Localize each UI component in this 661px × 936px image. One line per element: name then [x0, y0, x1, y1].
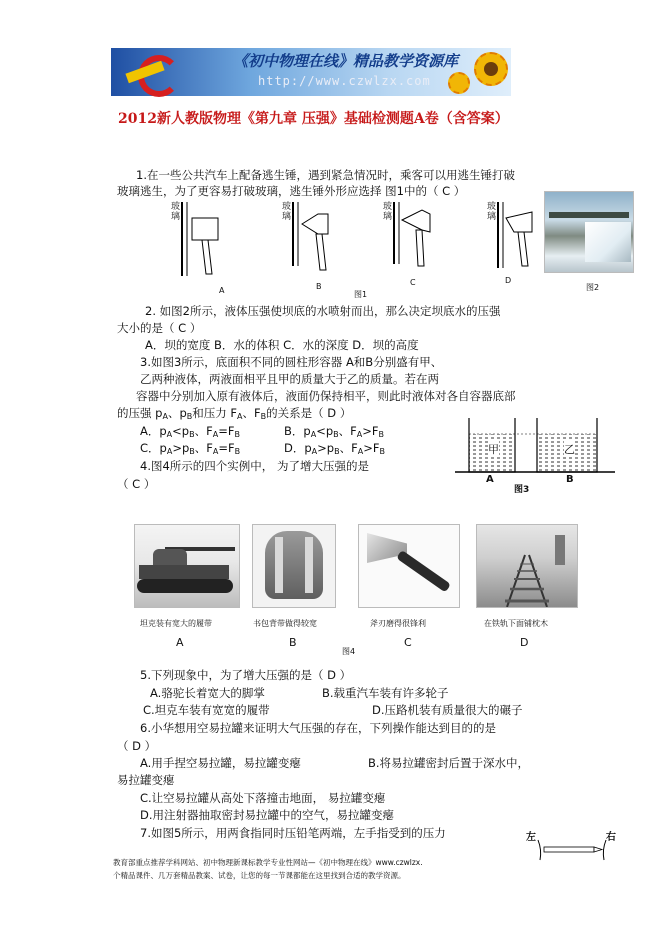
- q3-line1: 3.如图3所示，底面积不同的圆柱形容器 A和B分别盛有甲、: [140, 355, 443, 369]
- q5-option-d: D.压路机装有质量很大的碾子: [372, 703, 523, 717]
- banner-url[interactable]: http://www.czwlzx.com: [258, 74, 431, 88]
- q2-line1: 2. 如图2所示，液体压强使坝底的水喷射而出，那么决定坝底水的压强: [145, 304, 501, 318]
- fig4-caption-d: 在铁轨下面铺枕木: [484, 619, 548, 628]
- banner-title: 《初中物理在线》精品教学资源库: [233, 52, 459, 70]
- fig2-caption: 图2: [586, 283, 600, 292]
- fig4-caption-a: 坦克装有宽大的履带: [140, 619, 212, 628]
- q1-line2: 玻璃逃生，为了更容易打破玻璃，逃生锤外形应选择 图1中的（ C ）: [117, 184, 466, 198]
- sunflower-center: [484, 62, 498, 76]
- fig4-tank-photo: [134, 524, 240, 608]
- q3-line4: 的压强 $p_A$、$p_B$和压力 $F_A$、$F_B$的关系是（ D ）: [117, 406, 352, 421]
- q6-line2: （ D ）: [117, 739, 157, 753]
- q6-option-c: C.让空易拉罐从高处下落撞击地面， 易拉罐变瘪: [140, 791, 386, 805]
- footer-line2: 个精品课件、几万套精品教案、试卷，让您的每一节课都能在这里找到合适的教学资源。: [113, 871, 406, 880]
- q6-option-b: B.将易拉罐密封后置于深水中，: [368, 756, 530, 770]
- fig1-option-b: B: [316, 282, 322, 291]
- fig4-backpack-photo: [252, 524, 336, 608]
- fig3-label-b: B: [566, 474, 574, 485]
- glass-label-c: 玻璃: [383, 202, 393, 222]
- fig5-right-label: 右: [606, 832, 616, 843]
- q5-line1: 5.下列现象中，为了增大压强的是（ D ）: [140, 668, 352, 682]
- fig4-railway-photo: [476, 524, 578, 608]
- hammer-d: [498, 202, 532, 268]
- footer-line1: 教育部重点推荐学科网站、初中物理新课标教学专业性网站—《初中物理在线》www.czwlzx.: [113, 858, 423, 867]
- fig4-axe-photo: [358, 524, 460, 608]
- fig4-letter-b: B: [289, 636, 297, 649]
- q6-option-a: A.用手捏空易拉罐，易拉罐变瘪: [140, 756, 301, 770]
- fig1-option-a: A: [219, 286, 225, 295]
- fig4-caption: 图4: [342, 647, 356, 656]
- q6-option-b-cont: 易拉罐变瘪: [117, 773, 175, 787]
- hammer-c: [394, 202, 430, 266]
- fig4-caption-b: 书包背带做得较宽: [253, 619, 317, 628]
- q3-option-d: D．$p_A>p_B$、$F_A>F_B$: [284, 441, 385, 456]
- q6-option-d: D.用注射器抽取密封易拉罐中的空气，易拉罐变瘪: [140, 808, 395, 822]
- document-title: 2012新人教版物理《第九章 压强》基础检测题A卷（含答案）: [118, 111, 509, 127]
- fig4-letter-c: C: [404, 636, 412, 649]
- q7-line1: 7.如图5所示，用两食指同时压铅笔两端，左手指受到的压力: [140, 826, 446, 840]
- sunflower-small-icon: [448, 72, 470, 94]
- fig4-letter-a: A: [176, 636, 184, 649]
- fig3-yi: 乙: [564, 443, 575, 456]
- fig5-left-label: 左: [526, 832, 536, 843]
- q5-option-a: A.骆驼长着宽大的脚掌: [150, 686, 265, 700]
- q5-option-b: B.载重汽车装有许多轮子: [322, 686, 449, 700]
- q3-option-b: B．$p_A<p_B$、$F_A>F_B$: [284, 424, 384, 439]
- q4-line1: 4.图4所示的四个实例中， 为了增大压强的是: [140, 459, 369, 473]
- q2-line2: 大小的是（ C ）: [117, 321, 202, 335]
- fig1-option-d: D: [505, 276, 512, 285]
- q3-option-c: C．$p_A>p_B$、$F_A=F_B$: [140, 441, 241, 456]
- glass-label-a: 玻璃: [171, 202, 181, 222]
- hammer-a: [182, 202, 218, 276]
- glass-label-b: 玻璃: [282, 202, 292, 222]
- q6-line1: 6.小华想用空易拉罐来证明大气压强的存在，下列操作能达到目的的是: [140, 721, 496, 735]
- fig3-label-a: A: [486, 474, 494, 485]
- fig1-caption: 图1: [354, 290, 368, 299]
- q3-option-a: A．$p_A<p_B$、$F_A=F_B$: [140, 424, 240, 439]
- q5-option-c: C.坦克车装有宽宽的履带: [143, 703, 270, 717]
- fig1-option-c: C: [410, 278, 416, 287]
- q2-options: A．坝的宽度 B．水的体积 C．水的深度 D．坝的高度: [145, 338, 419, 352]
- q1-line1: 1.在一些公共汽车上配备逃生锤，遇到紧急情况时，乘客可以用逃生锤打破: [136, 168, 515, 182]
- fig3-caption: 图3: [514, 485, 530, 495]
- q4-line2: （ C ）: [117, 477, 156, 491]
- fig4-caption-c: 斧刃磨得很锋利: [370, 619, 426, 628]
- hammer-b: [293, 202, 328, 270]
- q3-line3: 容器中分别加入原有液体后，液面仍保持相平，则此时液体对各自容器底部: [136, 389, 516, 403]
- glass-label-d: 玻璃: [487, 202, 497, 222]
- fig5-pencil: [536, 836, 608, 862]
- q3-line2: 乙两种液体，两液面相平且甲的质量大于乙的质量。若在两: [140, 372, 439, 386]
- figure3-containers: [455, 412, 615, 482]
- fig2-dam-photo: [544, 191, 634, 273]
- fig4-letter-d: D: [520, 636, 529, 649]
- fig3-jia: 甲: [488, 443, 499, 456]
